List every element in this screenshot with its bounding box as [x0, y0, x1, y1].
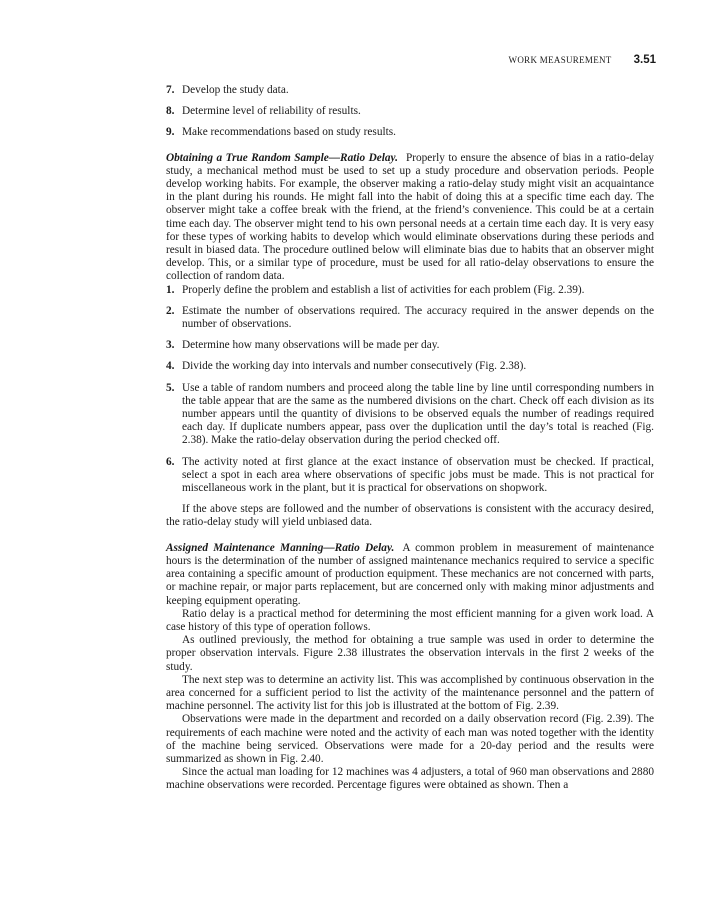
section-body: Properly to ensure the absence of bias in a ratio-delay study, a mechanical method must be used to set up a study procedure and observation periods. People develop working habits. For example, the observer making a ratio-delay study might visit an acquaintance in the plant during his rounds. He might fall into the habit of doing this at a specific time each day. The observer might take a coffee break with the friend, at the friend’s convenience. This could be at a certain time each day. The observer might tend to his own personal needs at a certain time each day. It is very easy for these types of working habits to develop which would eliminate observations during these periods and result in biased data. The procedure outlined below will eliminate bias due to habits that an observer might develop. This, or a similar type of procedure, must be used for all ratio-delay observations to ensure the collection of random data. — [166, 151, 654, 283]
section-random-sample — [166, 152, 654, 530]
section-maintenance-manning — [166, 542, 654, 793]
list-item: 7. Develop the study data. — [166, 84, 289, 96]
list-item: 6. The activity noted at first glance at the exact instance of observation must be checked. If practical, select a spot in each area where observations of specific jobs must be made. This is not practical for miscellaneous work in the plant, but it is practical for observations on shopwork. — [166, 455, 654, 495]
page-number: 3.51 — [633, 54, 656, 66]
list-item: 8. Determine level of reliability of results. — [166, 105, 361, 118]
procedure-step-list — [166, 284, 654, 496]
section-heading: Assigned Maintenance Manning—Ratio Delay. — [166, 541, 395, 554]
paragraph: Observations were made in the department and recorded on a daily observation record (Fig. 2.39). The requirements of each machine were noted and the activity of each man was noted together with the identity of the machine being serviced. Observations were made for a 20-day period and the results were summarized as shown in Fig. 2.40. — [166, 713, 654, 765]
section-conclusion: If the above steps are followed and the number of observations is consistent with the accuracy desired, the ratio-delay study will yield unbiased data. — [166, 503, 654, 529]
paragraph: As outlined previously, the method for obtaining a true sample was used in order to determine the proper observation intervals. Figure 2.38 illustrates the observation intervals in the first 2 weeks of the study. — [166, 634, 654, 673]
section-heading: Obtaining a True Random Sample—Ratio Delay. — [166, 151, 398, 164]
section-body: A common problem in measurement of maintenance hours is the determination of the number of assigned maintenance mechanics required to service a specific area containing a specific amount of production equipment. These mechanics are not concerned with parts, or machine repair, or major parts replacement, but are concerned only with making minor adjustments and keeping equipment operating. — [166, 541, 655, 607]
running-header — [0, 54, 656, 66]
paragraph: Since the actual man loading for 12 machines was 4 adjusters, a total of 960 man observations and 2880 machine observations were recorded. Percentage figures were obtained as shown. Then a — [166, 766, 654, 792]
list-item: 1. Properly define the problem and establish a list of activities for each problem (Fig. 2.39). — [166, 283, 585, 296]
list-item: 4. Divide the working day into intervals and number consecutively (Fig. 2.38). — [166, 360, 527, 373]
list-item: 9. Make recommendations based on study results. — [166, 126, 396, 139]
running-header-title: WORK MEASUREMENT — [508, 55, 612, 65]
list-item: 2. Estimate the number of observations required. The accuracy required in the answer depends on the number of observations. — [166, 304, 654, 331]
list-item: 5. Use a table of random numbers and proceed along the table line by line until corresponding numbers in the table appear that are the same as the numbered divisions on the chart. Check off each division as its number appears until the quantity of divisions to be observed equals the number of readings required each day. If duplicate numbers appear, pass over the duplication until the day’s total is reached (Fig. 2.38). Make the ratio-delay observation during the period checked off. — [166, 381, 654, 447]
list-item: 3. Determine how many observations will be made per day. — [166, 339, 440, 352]
section-maintenance-intro — [166, 542, 654, 608]
page-body — [166, 84, 654, 805]
continued-step-list — [166, 84, 654, 140]
paragraph: Ratio delay is a practical method for determining the most efficient manning for a given work load. A case history of this type of operation follows. — [166, 607, 654, 633]
paragraph: The next step was to determine an activity list. This was accomplished by continuous observation in the area concerned for a sufficient period to list the activity of the maintenance personnel and the pattern of machine personnel. The activity list for this job is illustrated at the bottom of Fig. 2.39. — [166, 673, 654, 713]
section-random-sample-paragraph — [166, 152, 654, 284]
